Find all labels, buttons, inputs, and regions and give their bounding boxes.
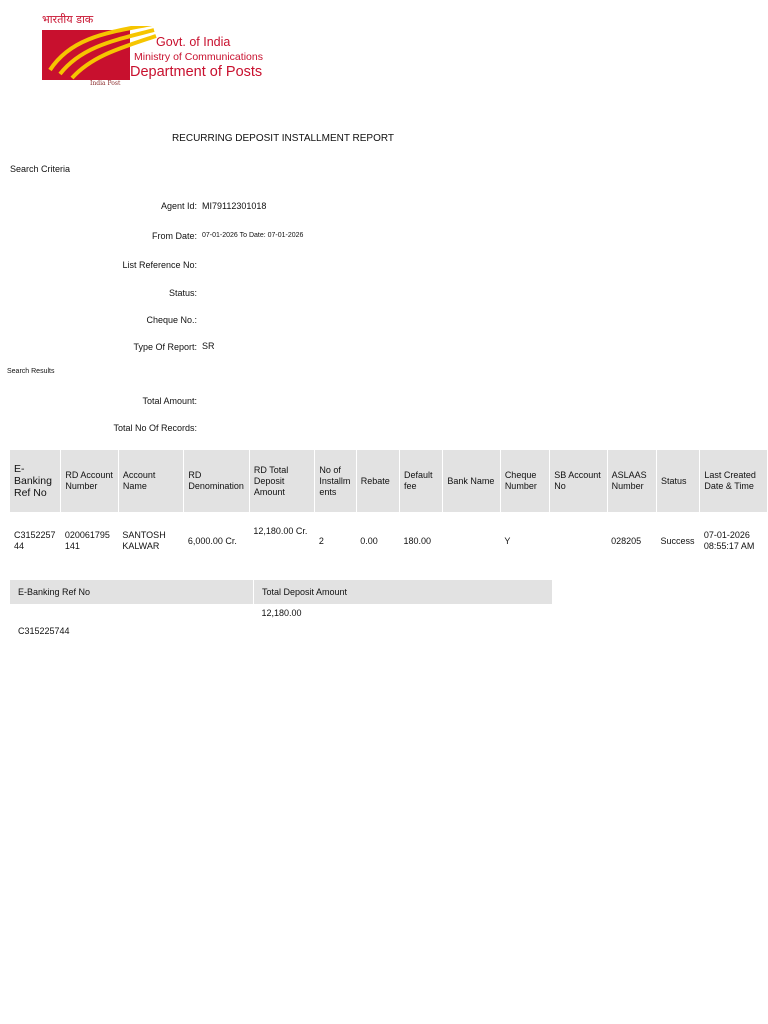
- cell-sb-account-no: [550, 512, 607, 570]
- status-label: Status:: [168, 288, 197, 298]
- cell-bank-name: [443, 512, 500, 570]
- col-rebate: Rebate: [356, 450, 399, 512]
- logo-department-text: Department of Posts: [130, 64, 263, 80]
- col-rd-total-deposit: RD Total Deposit Amount: [249, 450, 315, 512]
- summary-table: [10, 580, 553, 638]
- summary-cell-total-deposit: 12,180.00: [261, 608, 302, 618]
- cell-aslaas-number: 028205: [611, 535, 642, 546]
- cell-ebanking-ref: C315225744: [14, 530, 56, 551]
- summary-col-total-deposit: Total Deposit Amount: [254, 580, 553, 604]
- col-account-name: Account Name: [118, 450, 184, 512]
- report-type-label: Type Of Report:: [133, 342, 197, 352]
- summary-cell-ebanking-ref: C315225744: [18, 626, 70, 636]
- list-reference-label: List Reference No:: [122, 260, 197, 270]
- cell-rd-denomination: 6,000.00 Cr.: [187, 535, 237, 546]
- cell-status: Success: [660, 535, 695, 546]
- from-date-label: From Date:: [151, 231, 197, 241]
- cell-cheque-number: Y: [504, 535, 511, 546]
- results-table: [10, 450, 768, 570]
- logo-ministry-text: Ministry of Communications: [134, 51, 263, 63]
- india-post-logo: [24, 10, 264, 92]
- cell-account-name: SANTOSH KALWAR: [122, 530, 166, 551]
- cell-default-fee: 180.00: [403, 535, 432, 546]
- cell-last-created: 07-01-2026 08:55:17 AM: [703, 530, 755, 551]
- cell-no-of-installments: 2: [318, 535, 324, 546]
- col-status: Status: [657, 450, 700, 512]
- total-records-label: Total No Of Records:: [113, 423, 197, 433]
- search-criteria-heading: Search Criteria: [10, 164, 71, 174]
- col-bank-name: Bank Name: [443, 450, 500, 512]
- cell-rebate: 0.00: [360, 535, 378, 546]
- report-type-value: SR: [202, 341, 215, 351]
- col-last-created: Last Created Date & Time: [700, 450, 768, 512]
- total-amount-label: Total Amount:: [142, 396, 197, 406]
- summary-header-row: [10, 580, 553, 604]
- search-results-heading: Search Results: [7, 368, 55, 375]
- col-ebanking-ref: E-Banking Ref No: [10, 450, 61, 512]
- cheque-no-label: Cheque No.:: [146, 315, 197, 325]
- col-default-fee: Default fee: [400, 450, 443, 512]
- col-rd-denomination: RD Denomination: [184, 450, 250, 512]
- cell-rd-account-number: 020061795141: [64, 530, 110, 551]
- col-aslaas-number: ASLAAS Number: [607, 450, 656, 512]
- agent-id-label: Agent Id:: [160, 201, 197, 211]
- results-header-row: [10, 450, 768, 512]
- summary-col-ebanking-ref: E-Banking Ref No: [10, 580, 254, 604]
- col-sb-account-no: SB Account No: [550, 450, 607, 512]
- report-title: RECURRING DEPOSIT INSTALLMENT REPORT: [171, 133, 395, 144]
- logo-govt-text: Govt. of India: [156, 35, 231, 49]
- date-range-value: 07-01-2026 To Date: 07-01-2026: [202, 232, 304, 239]
- logo-small-text: India Post: [90, 80, 121, 87]
- cell-rd-total-deposit: 12,180.00 Cr.: [253, 526, 308, 536]
- logo-hindi-text: भारतीय डाक: [42, 13, 94, 26]
- col-cheque-number: Cheque Number: [500, 450, 549, 512]
- col-rd-account-number: RD Account Number: [61, 450, 118, 512]
- table-row: [10, 512, 768, 570]
- table-row: [10, 604, 553, 638]
- col-no-of-installments: No of Installm ents: [315, 450, 356, 512]
- agent-id-value: MI79112301018: [202, 201, 267, 211]
